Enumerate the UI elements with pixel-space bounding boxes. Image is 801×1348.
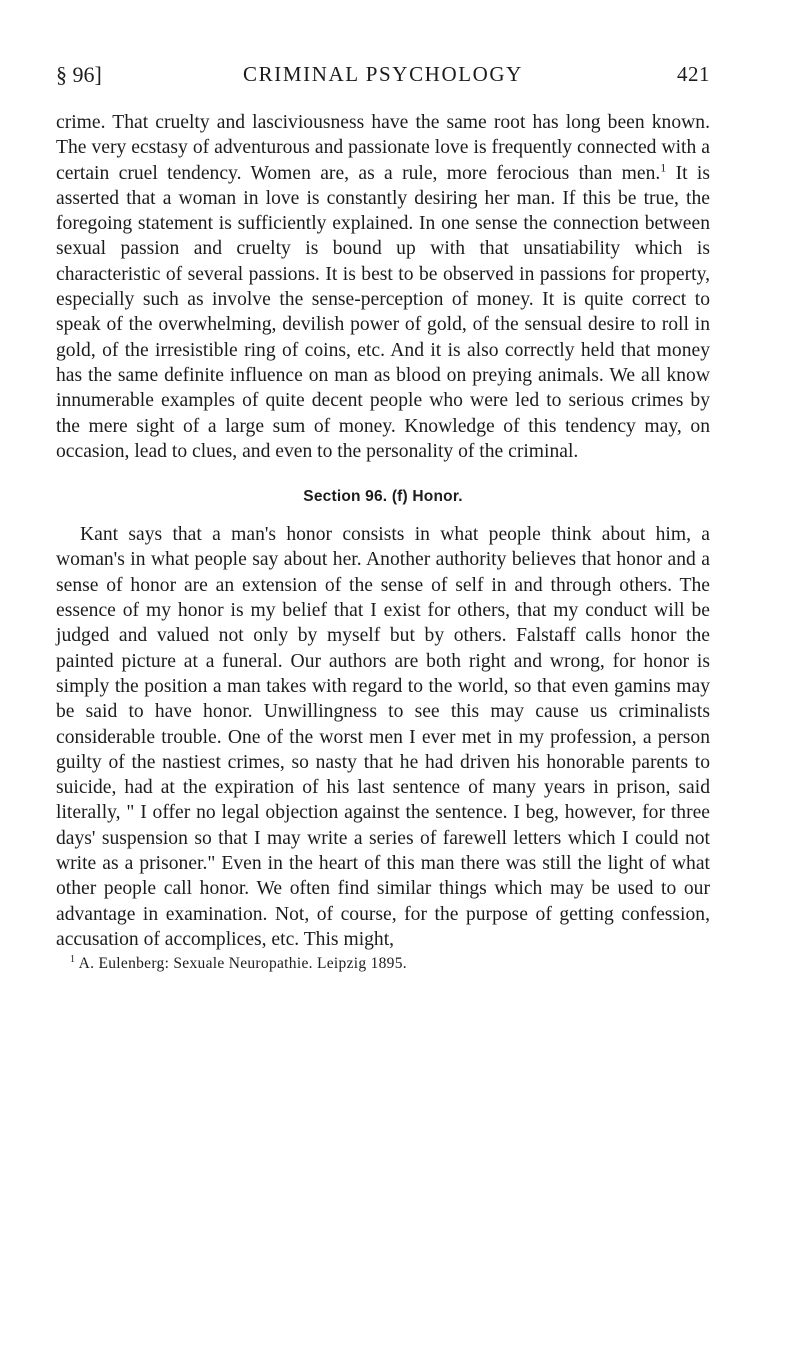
footnote-reference: 1 [660, 160, 667, 175]
book-page [56, 62, 710, 973]
footnote-text: A. Eulenberg: Sexuale Neuropathie. Leipzig 1895. [75, 955, 407, 973]
footnote [56, 955, 710, 973]
running-title: CRIMINAL PSYCHOLOGY [243, 62, 523, 86]
running-head [56, 62, 710, 92]
paragraph-1-text-a: crime. That cruelty and lasciviousness have the same root has long been known. The very ecstasy of adventurous and passionate love is frequently connected with a certain cruel tendency. Women are, as a rule, more ferocious than men. [56, 112, 710, 184]
section-heading: Section 96. (f) Honor. [303, 488, 463, 506]
page-number: 421 [677, 62, 710, 86]
body-paragraph-1 [56, 110, 710, 464]
footnote-marker: 1 [70, 954, 76, 966]
paragraph-1-text-b: It is asserted that a woman in love is constantly desiring her man. If this be true, the foregoing statement is sufficiently explained. In one sense the connection between sexual passion and cruelty is bound up with that unsatiability which is characteristic of several passions. It is best to be observed in passions for property, especially such as involve the sense-perception of money. It is quite correct to speak of the overwhelming, devilish power of gold, of the sensual desire to roll in gold, of the irresistible ring of coins, etc. And it is also correctly held that money has the same definite influence on man as blood on preying animals. We all know innumerable examples of quite decent people who were led to serious crimes by the mere sight of a large sum of money. Knowledge of this tendency may, on occasion, lead to clues, and even to the personality of the criminal. [56, 162, 710, 462]
body-paragraph-2: Kant says that a man's honor consists in what people think about him, a woman's in what people say about her. Another authority believes that honor and a sense of honor are an extension of the sense of self in and through others. The essence of my honor is my belief that I exist for others, that my conduct will be judged and valued not only by myself but by others. Falstaff calls honor the painted picture at a funeral. Our authors are both right and wrong, for honor is simply the position a man takes with regard to the world, so that even gamins may be said to have honor. Unwillingness to see this may cause us criminalists considerable trouble. One of the worst men I ever met in my profession, a person guilty of the nastiest crimes, so nasty that he had driven his honorable parents to suicide, had at the expiration of his last sentence of many years in prison, said literally, " I offer no legal objection against the sentence. I beg, however, for three days' suspension so that I may write a series of farewell letters which I could not write as a prisoner." Even in the heart of this man there was still the light of what other people call honor. We often find similar things which may be used to our advantage in examination. Not, of course, for the purpose of getting confession, accusation of accomplices, etc. This might, [56, 524, 710, 950]
section-reference: § 96] [56, 62, 102, 87]
